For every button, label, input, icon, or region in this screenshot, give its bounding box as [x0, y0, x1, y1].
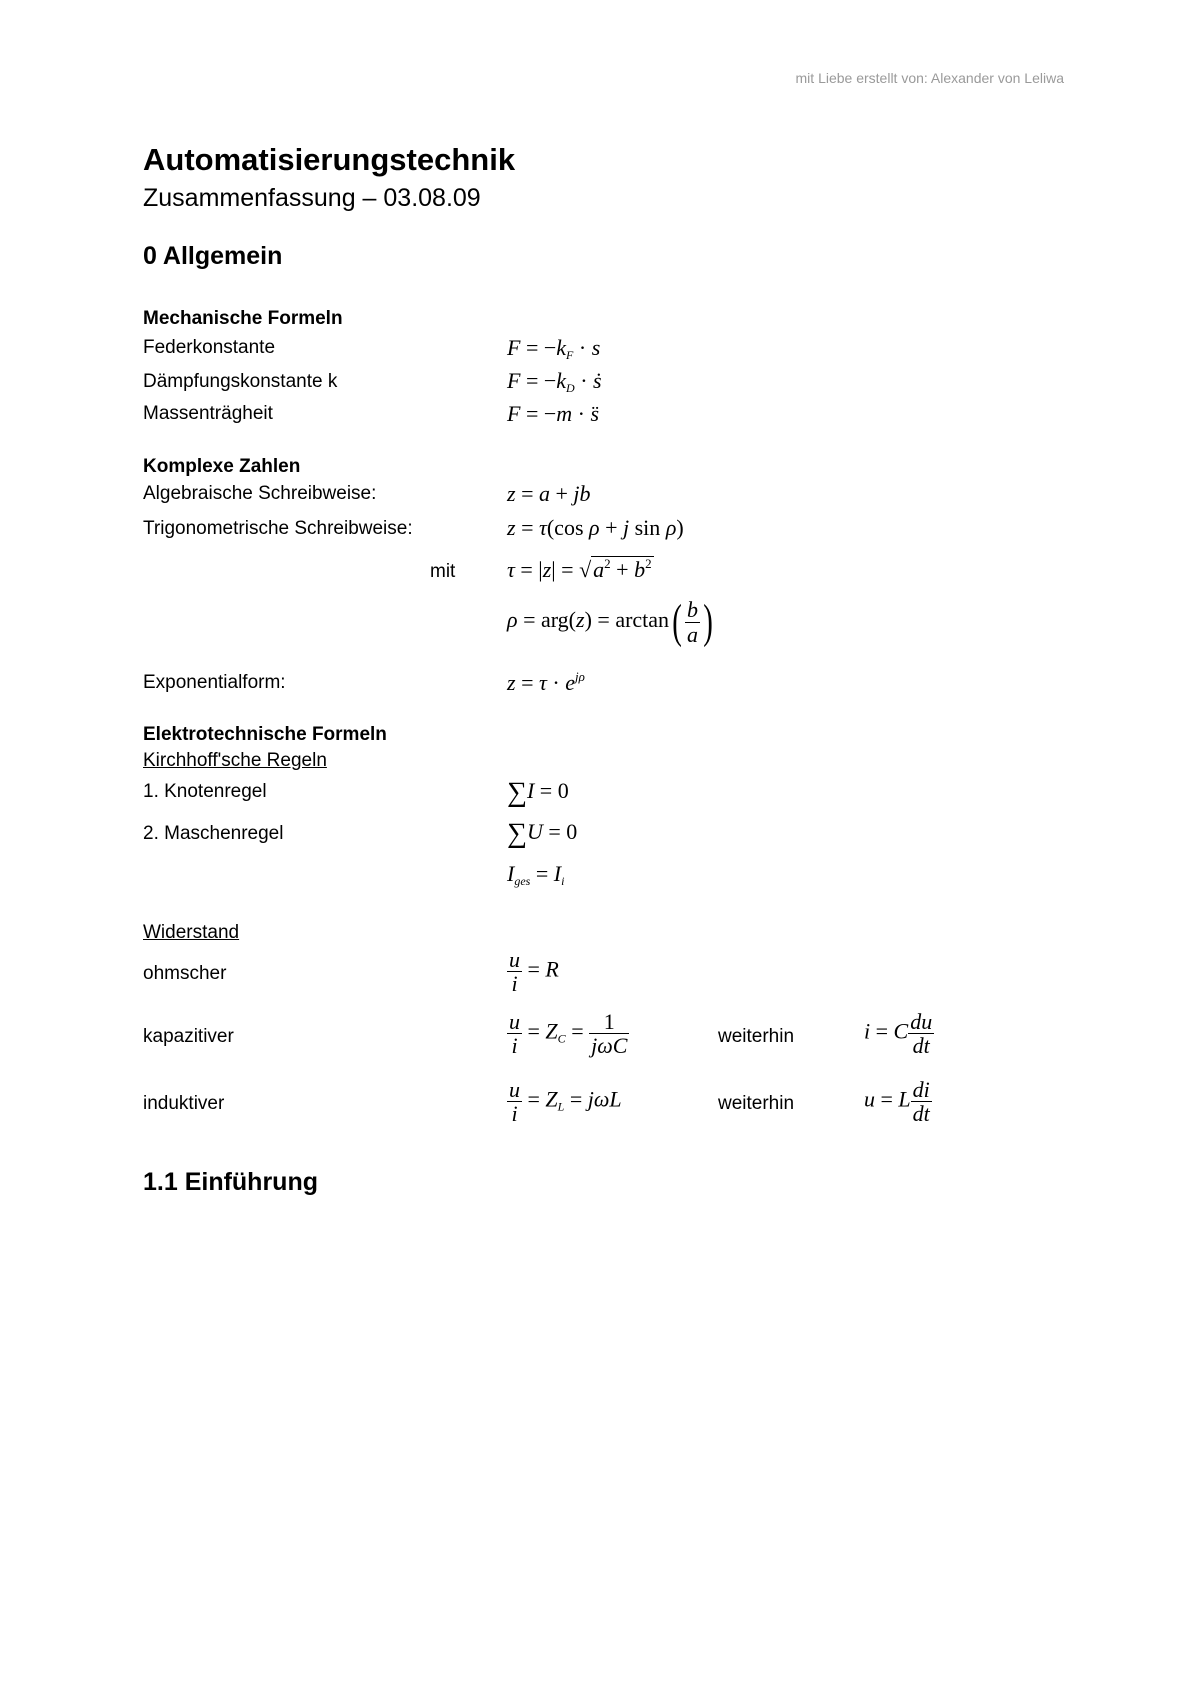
- label-federkonstante: Federkonstante: [143, 337, 276, 358]
- formula-induktiver: $\frac{u}{i}$ = $Z_L = j\omega L$: [509, 1077, 622, 1127]
- label-weiterhin-kapazitiv: weiterhin: [718, 1026, 795, 1047]
- label-ohmscher: ohmscher: [143, 963, 227, 984]
- formula-algebraisch: z = a + jb: [507, 481, 591, 506]
- label-maschenregel: 2. Maschenregel: [143, 823, 284, 844]
- label-weiterhin-induktiv: weiterhin: [718, 1093, 795, 1114]
- subheading-kirchhoff: Kirchhoff'sche Regeln: [143, 750, 327, 771]
- formula-federkonstante: $F = -k_F \cdot s$: [507, 335, 601, 362]
- formula-gesamtstrom: $I_{ges} = I_i$: [507, 861, 565, 888]
- formula-massentraegheit: F = −m · s̈: [507, 401, 600, 426]
- label-massentraegheit: Massenträgheit: [143, 403, 273, 424]
- document-subtitle: Zusammenfassung – 03.08.09: [143, 184, 481, 212]
- label-daempfungskonstante: Dämpfungskonstante k: [143, 371, 338, 392]
- formula-exponentialform: $z = \tau \cdot e^{j\rho}$: [507, 669, 585, 695]
- formula-betrag: $\tau = |z| = √a^2 + b^2$: [507, 556, 652, 582]
- formula-induktiver-spannung: u = L $\frac{di}{dt}$: [864, 1077, 930, 1127]
- heading-komplexe-zahlen: Komplexe Zahlen: [143, 456, 301, 477]
- label-algebraisch: Algebraische Schreibweise:: [143, 483, 377, 504]
- section-heading-einfuehrung: 1.1 Einführung: [143, 1168, 318, 1196]
- label-exponentialform: Exponentialform:: [143, 672, 286, 693]
- formula-kapazitiver-strom: i = C $\frac{du}{dt}$: [864, 1009, 933, 1059]
- heading-elektrotechnische-formeln: Elektrotechnische Formeln: [143, 724, 387, 745]
- label-trigonometrisch: Trigonometrische Schreibweise:: [143, 518, 413, 539]
- document-title: Automatisierungstechnik: [143, 142, 516, 177]
- label-mit: mit: [430, 561, 456, 582]
- subheading-widerstand: Widerstand: [143, 922, 240, 943]
- label-kapazitiver: kapazitiver: [143, 1026, 234, 1047]
- heading-mechanische-formeln: Mechanische Formeln: [143, 308, 343, 329]
- author-credit: mit Liebe erstellt von: Alexander von Leliwa: [795, 70, 1064, 86]
- formula-trigonometrisch: z = τ(cos ρ + j sin ρ): [507, 515, 684, 540]
- section-heading-allgemein: 0 Allgemein: [143, 242, 283, 270]
- formula-kapazitiver: $\frac{u}{i}$ = $Z_C$ = $\frac{1}{\text{jωC}}$: [509, 1009, 628, 1059]
- label-knotenregel: 1. Knotenregel: [143, 781, 267, 802]
- formula-maschenregel: ∑U = 0: [507, 818, 578, 849]
- formula-argument: ρ = arg(z) = arctan( $\frac{b}{a}$ ): [507, 595, 713, 648]
- formula-knotenregel: ∑I = 0: [507, 777, 569, 808]
- label-induktiver: induktiver: [143, 1093, 225, 1114]
- formula-ohmscher: $\frac{u}{i}$ = R: [509, 947, 559, 997]
- formula-daempfung: $F = -k_D$ · ṡ: [507, 368, 602, 395]
